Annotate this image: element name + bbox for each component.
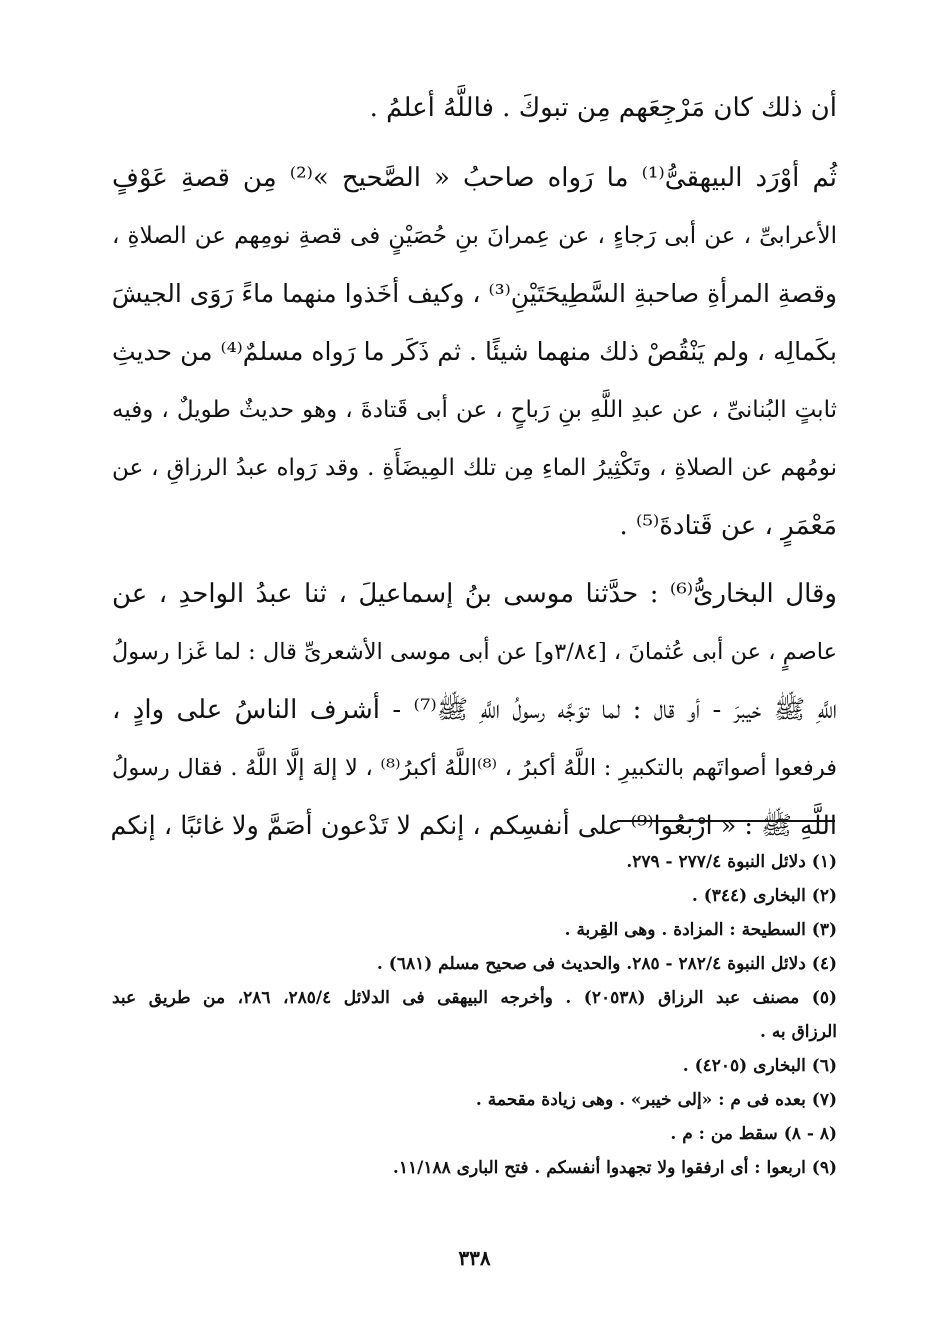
body-line-2: ثُم أوْرَد البيهقىُّ⁽¹⁾ ما رَواه صاحبُ « الصَّحيح »⁽²⁾ مِن قصةِ عَوْفٍ xyxy=(112,163,838,193)
body-line-13: اللَّهِ ﷺ : « ارْبَعُوا⁽⁹⁾ على أنفسِكم ، إنكم لا تَدْعون أصَمَّ ولا غائبًا ، إنكم xyxy=(110,811,837,841)
footnote-3: (٣) السطيحة : المزادة . وهى القِربة . xyxy=(564,920,837,940)
body-line-10: عاصمٍ ، عن أبى عُثمانَ ، [٣/٨٤و] عن أبى موسى الأشعرىِّ قال : لما غَزا رسولُ xyxy=(111,639,837,665)
body-line-11: اللَّهِ ﷺ خيبرَ - أو قال : لما توَجَّه رسولُ اللَّهِ ﷺ⁽⁷⁾ - أشرف الناسُ على وادٍ ، xyxy=(112,695,837,725)
body-line-8: مَعْمَرٍ ، عن قَتادةَ⁽⁵⁾ . xyxy=(619,511,837,541)
footnote-5-cont: الرزاق به . xyxy=(759,1022,837,1042)
body-line-3: الأعرابىِّ ، عن أبى رَجاءٍ ، عن عِمرانَ بنِ حُصَيْنٍ فى قصةِ نومِهم عن الصلاةِ ، xyxy=(112,223,837,249)
body-line-4: وقصةِ المرأةِ صاحبةِ السَّطِيحَتَيْنِ⁽³⁾ ، وكيف أخَذوا منهما ماءً رَوَى الجيشَ xyxy=(111,279,837,308)
page-number: ٣٣٨ xyxy=(458,1246,491,1270)
body-line-5: بكَمالِه ، ولم يَنْقُصْ ذلك منهما شيئًا . ثم ذَكَر ما رَواه مسلمٌ⁽⁴⁾ من حديثِ xyxy=(112,337,837,366)
book-page xyxy=(112,84,837,1304)
footnote-2: (٢) البخارى (٣٤٤) . xyxy=(691,886,837,906)
footnote-6: (٦) البخارى (٤٢٠٥) . xyxy=(682,1056,837,1076)
footnote-1: (١) دلائل النبوة ٢٧٧/٤ - ٢٧٩. xyxy=(626,852,837,872)
footnote-5: (٥) مصنف عبد الرزاق (٢٠٥٣٨) . وأخرجه البيهقى فى الدلائل ٢٨٥/٤، ٢٨٦، من طريق عبد xyxy=(112,988,837,1008)
body-line-12: فرفعوا أصواتَهم بالتكبيرِ : اللَّهُ أكبرُ ، ⁽⁸⁾اللَّهُ أكبرُ⁽⁸⁾ ، لا إلهَ إلَّا اللَّهُ . فقال رسولُ xyxy=(112,755,837,781)
body-line-7: نومُهم عن الصلاةِ ، وتَكْثِيرُ الماءِ مِن تلك المِيضَأَةِ . وقد رَواه عبدُ الرزاقِ ، عن xyxy=(112,455,837,481)
footnote-7: (٧) بعده فى م : «إلى خيبر» . وهى زيادة مقحمة . xyxy=(475,1090,837,1110)
body-line-1: أن ذلك كان مَرْجِعَهم مِن تبوكَ . فاللَّهُ أعلمُ . xyxy=(369,93,837,123)
body-line-9: وقال البخارىُّ⁽⁶⁾ : حدَّثنا موسى بنُ إسماعيلَ ، ثنا عبدُ الواحدِ ، عن xyxy=(112,579,837,609)
footnote-8: (٨ - ٨) سقط من : م . xyxy=(670,1124,837,1144)
footnote-9: (٩) اربعوا : أى ارفقوا ولا تجهدوا أنفسكم . فتح البارى ١١/١٨٨. xyxy=(392,1158,837,1178)
footnote-separator xyxy=(617,820,835,822)
footnote-4: (٤) دلائل النبوة ٢٨٢/٤ - ٢٨٥. والحديث فى صحيح مسلم (٦٨١) . xyxy=(376,954,837,974)
body-line-6: ثابتٍ البُنانىِّ ، عن عبدِ اللَّهِ بنِ رَباحٍ ، عن أبى قَتادةَ ، وهو حديثٌ طويلٌ ، وفيه xyxy=(112,397,837,423)
